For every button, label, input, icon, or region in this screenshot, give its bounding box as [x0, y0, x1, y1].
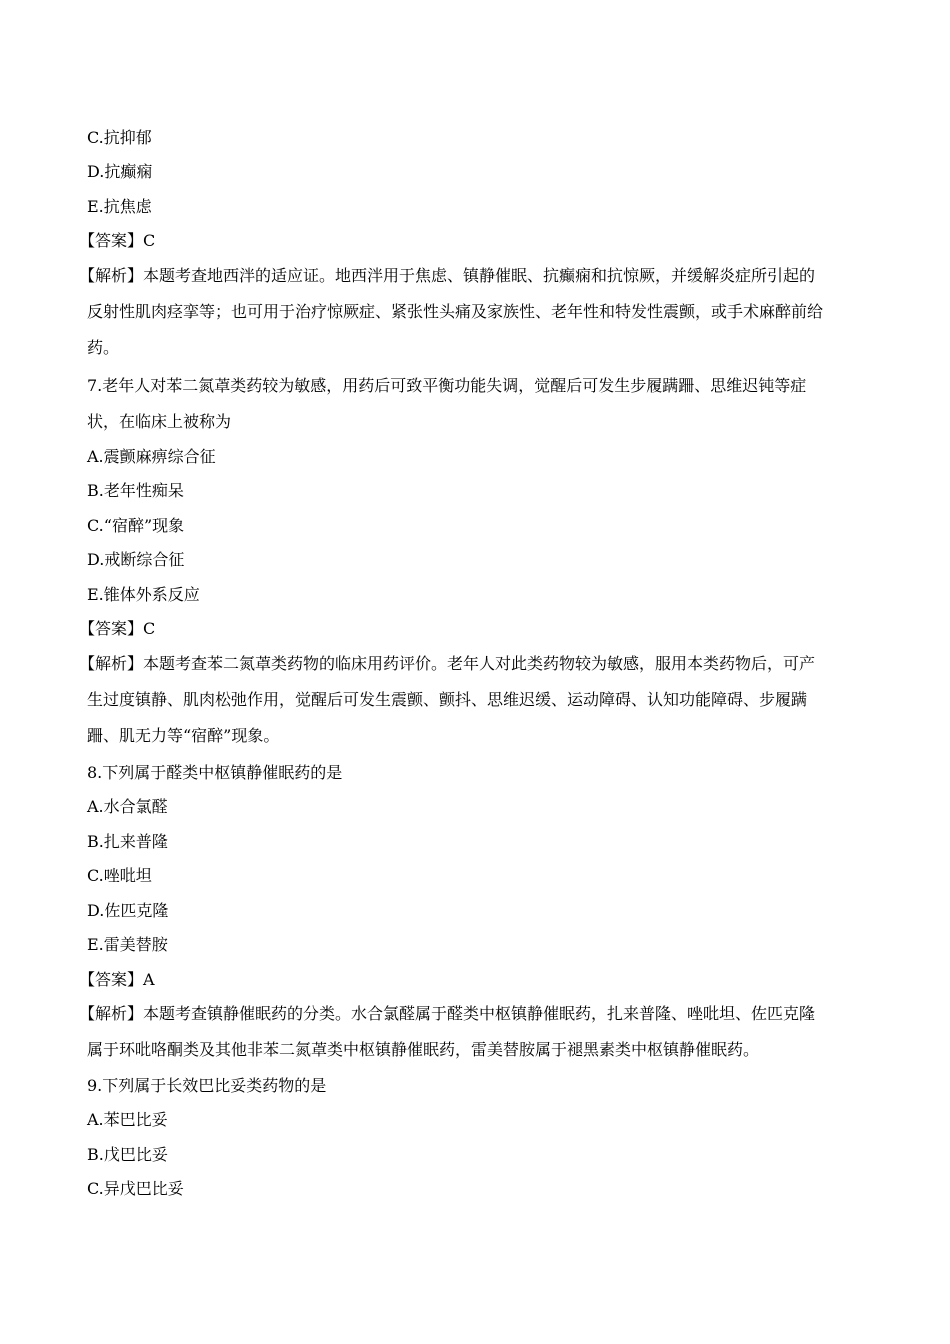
- q7-stem-line-2: 状，在临床上被称为: [87, 412, 232, 431]
- q7-analysis-line-1: 【解析】本题考查苯二氮䓬类药物的临床用药评价。老年人对此类药物较为敏感，服用本类药物后，可产: [79, 654, 816, 673]
- q9-option-b: B.戊巴比妥: [87, 1145, 168, 1164]
- q6-option-c: C.抗抑郁: [87, 128, 152, 147]
- q8-option-d: D.佐匹克隆: [87, 901, 169, 920]
- q9-option-a: A.苯巴比妥: [87, 1110, 168, 1129]
- q6-analysis-line-1: 【解析】本题考查地西泮的适应证。地西泮用于焦虑、镇静催眠、抗癫痫和抗惊厥，并缓解炎症所引起的: [79, 266, 816, 285]
- q6-answer: 【答案】C: [79, 231, 156, 250]
- q7-option-d: D.戒断综合征: [87, 550, 185, 569]
- q8-option-e: E.雷美替胺: [87, 935, 168, 954]
- q6-analysis-line-2: 反射性肌肉痉挛等；也可用于治疗惊厥症、紧张性头痛及家族性、老年性和特发性震颤，或手术麻醉前给: [87, 302, 824, 321]
- q6-option-d: D.抗癫痫: [87, 162, 153, 181]
- q6-analysis-line-3: 药。: [87, 338, 120, 357]
- q7-answer: 【答案】C: [79, 619, 156, 638]
- q8-answer: 【答案】A: [79, 970, 155, 989]
- q9-option-c: C.异戊巴比妥: [87, 1179, 184, 1198]
- q7-stem-line-1: 7.老年人对苯二氮䓬类药较为敏感，用药后可致平衡功能失调，觉醒后可发生步履蹒跚、思维迟钝等症: [87, 376, 807, 395]
- q6-option-e: E.抗焦虑: [87, 197, 152, 216]
- q8-analysis-line-1: 【解析】本题考查镇静催眠药的分类。水合氯醛属于醛类中枢镇静催眠药，扎来普隆、唑吡坦、佐匹克隆: [79, 1004, 816, 1023]
- q8-analysis-line-2: 属于环吡咯酮类及其他非苯二氮䓬类中枢镇静催眠药，雷美替胺属于褪黑素类中枢镇静催眠药。: [87, 1040, 760, 1059]
- q8-stem: 8.下列属于醛类中枢镇静催眠药的是: [87, 763, 343, 782]
- q7-option-a: A.震颤麻痹综合征: [87, 447, 216, 466]
- q7-option-b: B.老年性痴呆: [87, 481, 184, 500]
- q7-analysis-line-2: 生过度镇静、肌肉松弛作用，觉醒后可发生震颤、颤抖、思维迟缓、运动障碍、认知功能障碍、步履蹒: [87, 690, 808, 709]
- q8-option-b: B.扎来普隆: [87, 832, 168, 851]
- q9-stem: 9.下列属于长效巴比妥类药物的是: [87, 1076, 327, 1095]
- q8-option-c: C.唑吡坦: [87, 866, 152, 885]
- q8-option-a: A.水合氯醛: [87, 797, 168, 816]
- q7-analysis-line-3: 跚、肌无力等“宿醉”现象。: [87, 726, 280, 745]
- q7-option-e: E.锥体外系反应: [87, 585, 200, 604]
- q7-option-c: C.“宿醉”现象: [87, 516, 185, 535]
